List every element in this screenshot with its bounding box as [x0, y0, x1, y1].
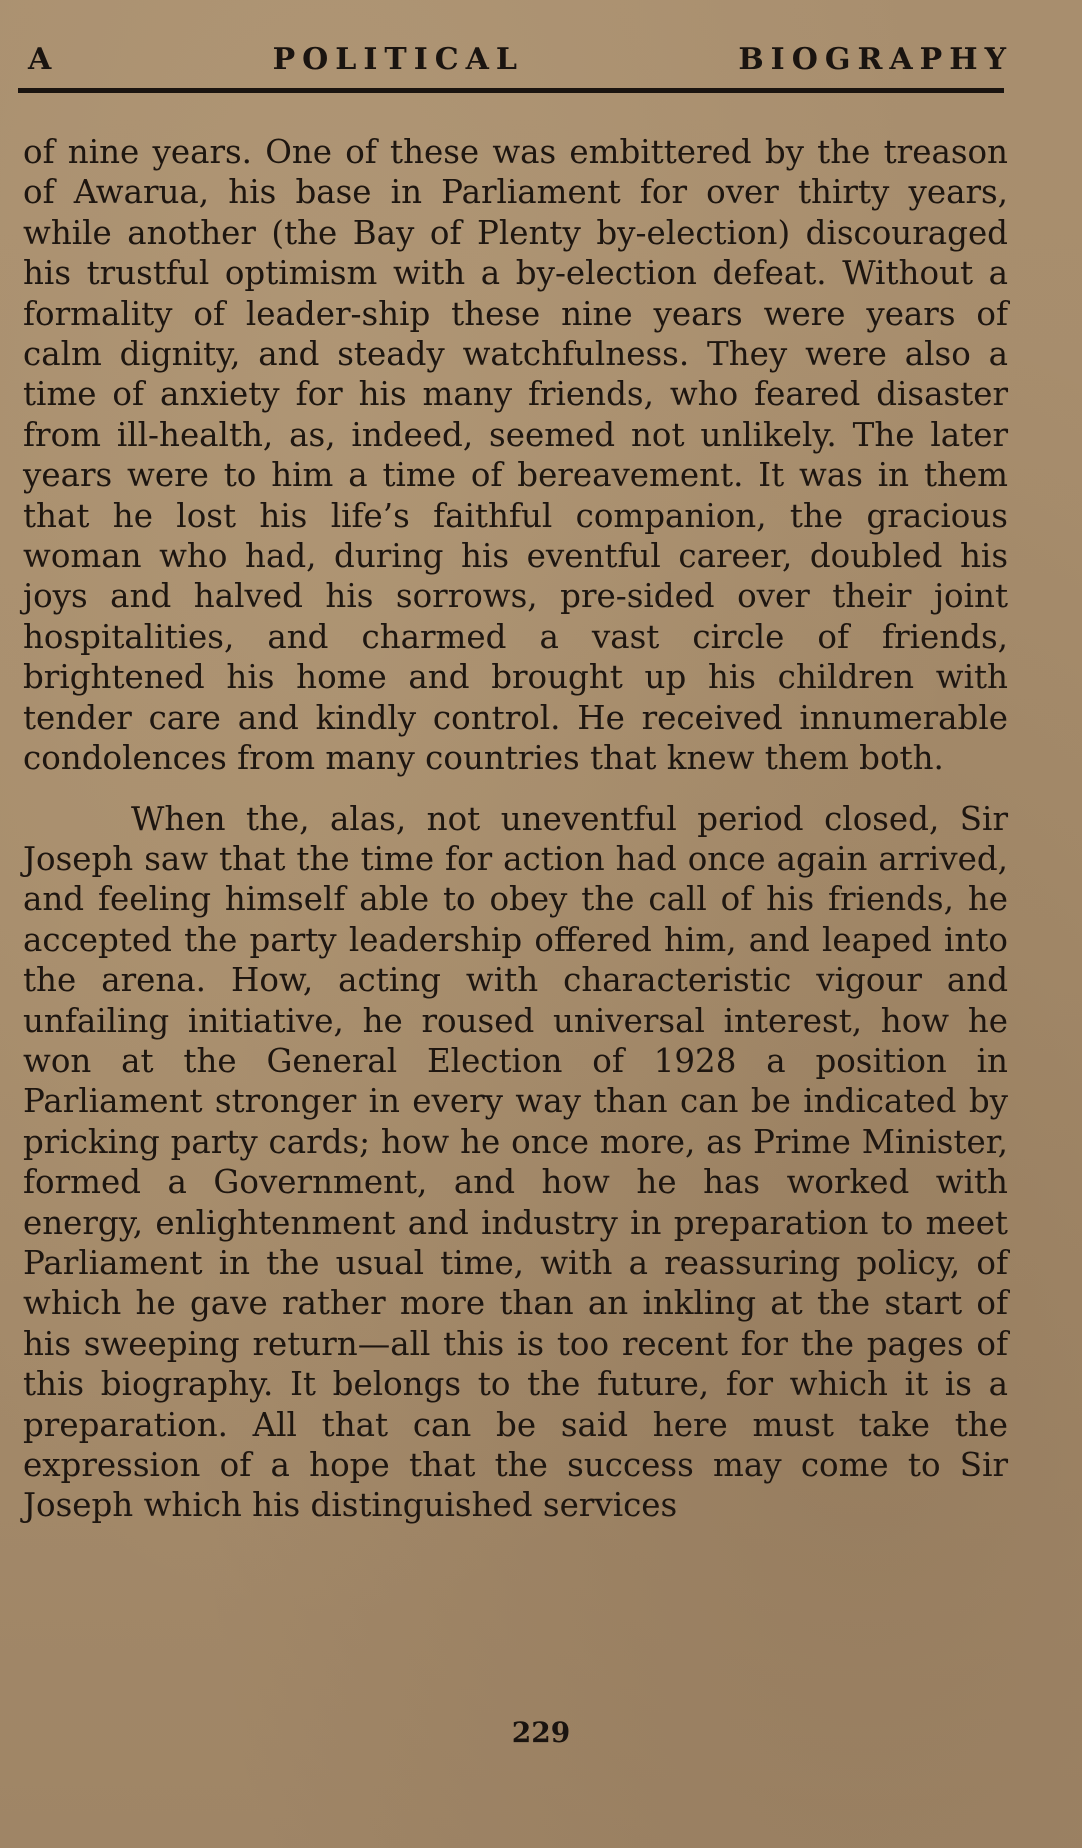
paragraph-continued: of nine years. One of these was embittered by the treason of Awarua, his base in Parliament for over thirty years, while another (the Bay of Plenty by-election) discouraged his trustful optimism with a by-election defeat. Without a formality of leader-ship these nine years were years of calm dignity, and steady watchfulness. They were also a time of anxiety for his many friends, who feared disaster from ill-health, as, indeed, seemed not unlikely. The later years were to him a time of bereavement. It was in them that he lost his life’s faithful companion, the gracious woman who had, during his eventful career, doubled his joys and halved his sorrows, pre-sided over their joint hospitalities, and charmed a vast circle of friends, brightened his home and brought up his children with tender care and kindly control. He received innumerable condolences from many countries that knew them both. — [23, 133, 1008, 778]
page-number: 229 — [511, 1716, 571, 1749]
running-head-political: POLITICAL — [272, 42, 525, 77]
body-text — [23, 132, 1008, 1526]
header-rule — [18, 88, 1004, 93]
running-head-biography: BIOGRAPHY — [738, 42, 1013, 77]
paragraph-when-the-period-closed: When the, alas, not uneventful period closed, Sir Joseph saw that the time for action had once again arrived, and feeling himself able to obey the call of his friends, he accepted the party leadership offered him, and leaped into the arena. How, acting with characteristic vigour and unfailing initiative, he roused universal interest, how he won at the General Election of 1928 a position in Parliament stronger in every way than can be indicated by pricking party cards; how he once more, as Prime Minister, formed a Government, and how he has worked with energy, enlightenment and industry in preparation to meet Parliament in the usual time, with a reassuring policy, of which he gave rather more than an inkling at the start of his sweeping return—all this is too recent for the pages of this biography. It belongs to the future, for which it is a preparation. All that can be said here must take the expression of a hope that the success may come to Sir Joseph which his distinguished services — [23, 799, 1008, 1525]
running-head-article: A — [28, 42, 59, 77]
running-head — [28, 42, 1013, 77]
